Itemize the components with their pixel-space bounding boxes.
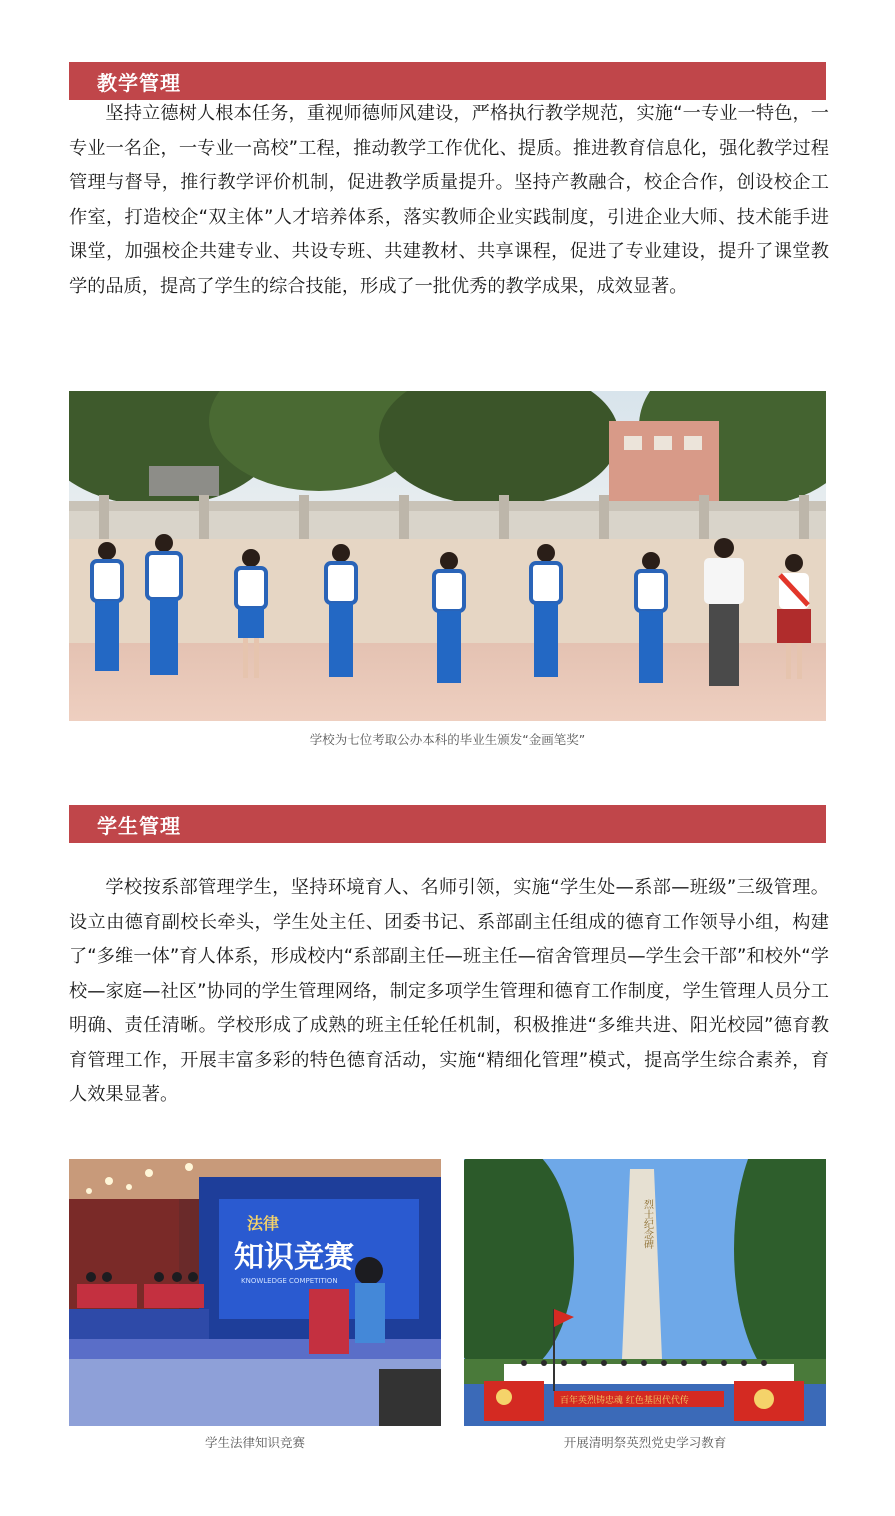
award-ceremony-photo <box>69 391 826 721</box>
screen-subtitle: KNOWLEDGE COMPETITION <box>241 1277 338 1285</box>
section-title: 教学管理 <box>97 70 181 95</box>
martyrs-memorial-photo <box>464 1159 826 1426</box>
section-header-teaching <box>69 62 826 100</box>
competition-photo-caption: 学生法律知识竞赛 <box>204 1435 305 1450</box>
monument-text: 烈士纪念碑 <box>641 1199 653 1249</box>
knowledge-competition-photo <box>69 1159 441 1426</box>
section-title: 学生管理 <box>97 813 181 838</box>
section-header-student <box>69 805 826 843</box>
teaching-paragraph: 坚持立德树人根本任务，重视师德师风建设，严格执行教学规范，实施“一专业一特色，一专业一名企，一专业一高校”工程，推动教学工作优化、提质。推进教育信息化，强化教学过程管理与督导，推行教学评价机制，促进教学质量提升。坚持产教融合，校企合作，创设校企工作室，打造校企“双主体”人才培养体系，落实教师企业实践制度，引进企业大师、技术能手进课堂，加强校企共建专业、共设专班、共建教材、共享课程，促进了专业建设，提升了课堂教学的品质，提高了学生的综合技能，形成了一批优秀的教学成果，成效显著。 <box>69 103 829 297</box>
banner-text: 百年英烈铸忠魂 红色基因代代传 <box>560 1396 689 1406</box>
memorial-photo-caption: 开展清明祭英烈党史学习教育 <box>563 1435 727 1450</box>
award-photo-caption: 学校为七位考取公办本科的毕业生颁发“金画笔奖” <box>309 732 586 747</box>
screen-title: 知识竞赛 <box>234 1240 354 1275</box>
student-paragraph: 学校按系部管理学生，坚持环境育人、名师引领，实施“学生处—系部—班级”三级管理。设立由德育副校长牵头，学生处主任、团委书记、系部副主任组成的德育工作领导小组，构建了“多维一体”育人体系，形成校内“系部副主任—班主任—宿舍管理员—学生会干部”和校外“学校—家庭—社区”协同的学生管理网络，制定多项学生管理和德育工作制度，学生管理人员分工明确、责任清晰。学校形成了成熟的班主任轮任机制，积极推进“多维共进、阳光校园”德育教育管理工作，开展丰富多彩的特色德育活动，实施“精细化管理”模式，提高学生综合素养，育人效果显著。 <box>69 877 829 1105</box>
screen-badge: 法律 <box>247 1214 280 1233</box>
